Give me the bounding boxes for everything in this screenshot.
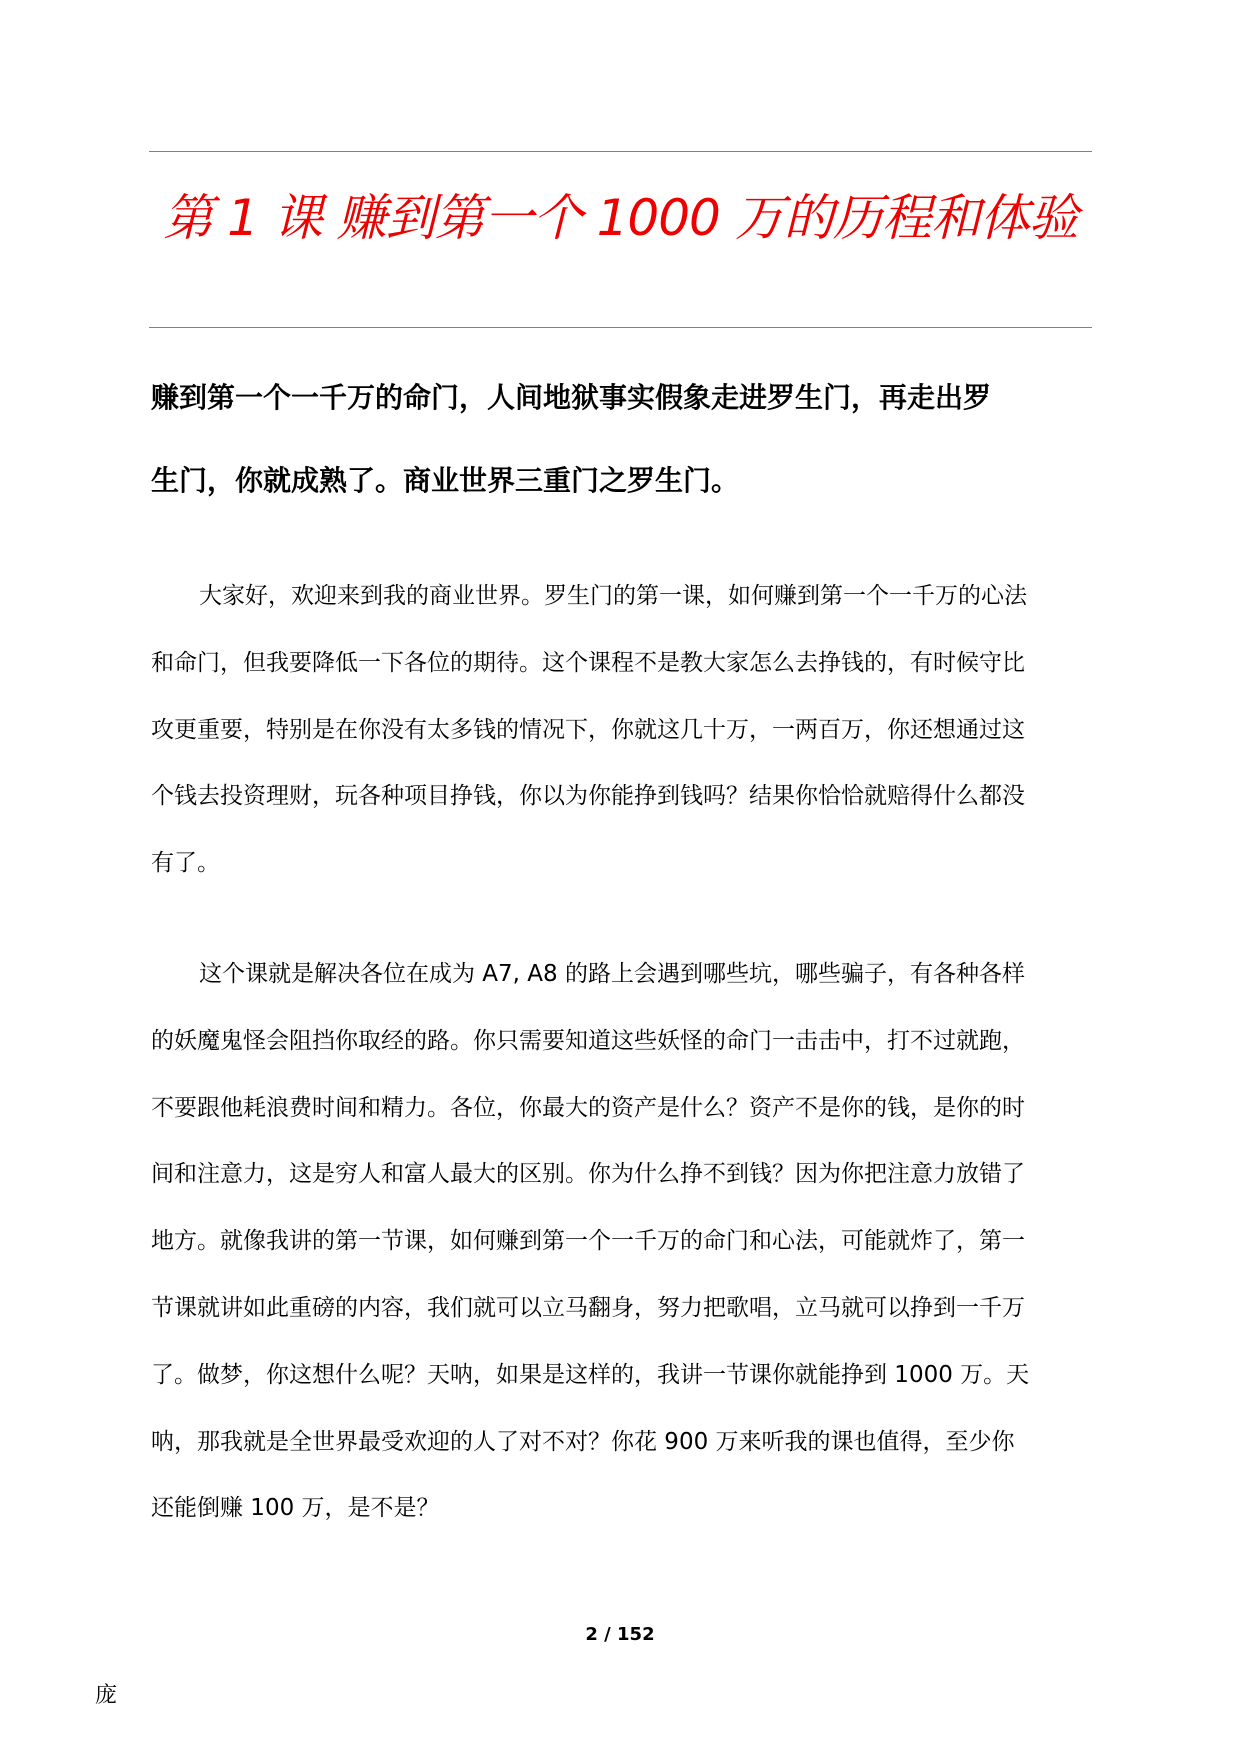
paragraph-line: 还能倒赚 100 万，是不是？: [151, 1495, 440, 1522]
paragraph-line: 个钱去投资理财，玩各种项目挣钱，你以为你能挣到钱吗？结果你恰恰就赔得什么都没: [151, 783, 1025, 810]
section-heading-line: 生门，你就成熟了。商业世界三重门之罗生门。: [151, 464, 740, 497]
top-divider: [149, 151, 1092, 152]
paragraph-line: 地方。就像我讲的第一节课，如何赚到第一个一千万的命门和心法，可能就炸了，第一: [151, 1228, 1025, 1255]
paragraph-line: 和命门，但我要降低一下各位的期待。这个课程不是教大家怎么去挣钱的，有时候守比: [151, 649, 1025, 676]
paragraph-line: 大家好，欢迎来到我的商业世界。罗生门的第一课，如何赚到第一个一千万的心法: [199, 583, 1027, 609]
chapter-title: 第 1 课 赚到第一个 1000 万的历程和体验: [163, 189, 1078, 247]
paragraph-line: 的妖魔鬼怪会阻挡你取经的路。你只需要知道这些妖怪的命门一击击中，打不过就跑，: [151, 1027, 1025, 1054]
footer-watermark-char: 庞: [95, 1683, 118, 1708]
paragraph-2: [151, 941, 1091, 1542]
section-heading: [151, 356, 1091, 522]
page-number: 2 / 152: [585, 1624, 655, 1645]
paragraph-line: 了。做梦，你这想什么呢？天呐，如果是这样的，我讲一节课你就能挣到 1000 万。天: [151, 1361, 1030, 1388]
paragraph-line: 攻更重要，特别是在你没有太多钱的情况下，你就这几十万，一两百万，你还想通过这: [151, 716, 1025, 743]
paragraph-line: 有了。: [151, 850, 220, 877]
paragraph-line: 呐，那我就是全世界最受欢迎的人了对不对？你花 900 万来听我的课也值得，至少你: [151, 1428, 1015, 1455]
paragraph-line: 这个课就是解决各位在成为 A7, A8 的路上会遇到哪些坑，哪些骗子，有各种各样: [199, 961, 1025, 987]
paragraph-line: 节课就讲如此重磅的内容，我们就可以立马翻身，努力把歌唱，立马就可以挣到一千万: [151, 1294, 1025, 1321]
paragraph-1: [151, 563, 1091, 897]
paragraph-line: 间和注意力，这是穷人和富人最大的区别。你为什么挣不到钱？因为你把注意力放错了: [151, 1161, 1025, 1188]
paragraph-line: 不要跟他耗浪费时间和精力。各位，你最大的资产是什么？资产不是你的钱，是你的时: [151, 1094, 1025, 1121]
bottom-divider: [149, 327, 1092, 328]
section-heading-line: 赚到第一个一千万的命门，人间地狱事实假象走进罗生门，再走出罗: [151, 381, 992, 414]
